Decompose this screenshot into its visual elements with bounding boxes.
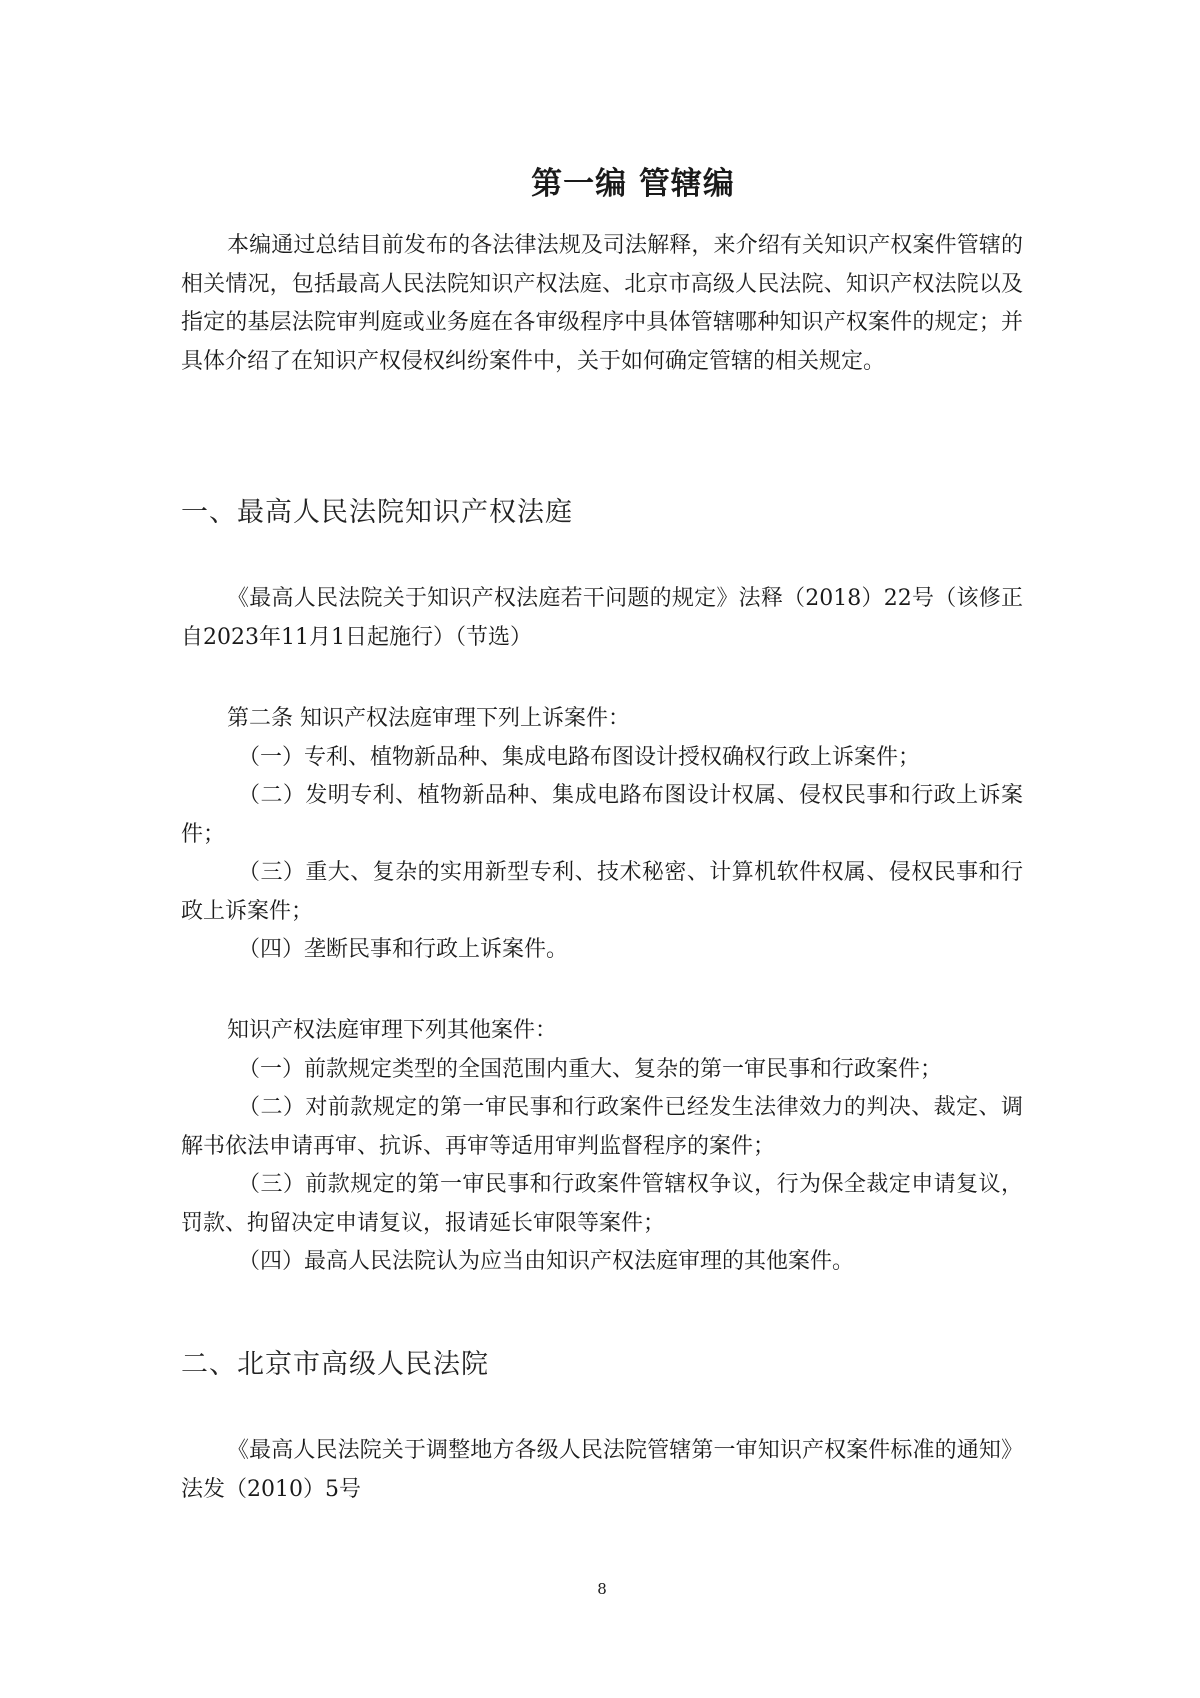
- article-lead: 第二条 知识产权法庭审理下列上诉案件：: [227, 706, 630, 731]
- list-item: （四）最高人民法院认为应当由知识产权法庭审理的其他案件。: [238, 1249, 855, 1274]
- section-heading-1: 一、最高人民法院知识产权法庭: [181, 497, 573, 528]
- page-title: 第一编 管辖编: [531, 166, 735, 202]
- section2-source: [181, 1432, 1023, 1509]
- source-citation: 《最高人民法院关于调整地方各级人民法院管辖第一审知识产权案件标准的通知》法发（2010）5号: [181, 1438, 1023, 1502]
- source-citation: 《最高人民法院关于知识产权法庭若干问题的规定》法释（2018）22号（该修正自2023年11月1日起施行）（节选）: [181, 586, 1023, 650]
- list-item: （四）垄断民事和行政上诉案件。: [238, 937, 569, 962]
- list-item: （二）对前款规定的第一审民事和行政案件已经发生法律效力的判决、裁定、调解书依法申请再审、抗诉、再审等适用审判监督程序的案件；: [181, 1095, 1023, 1159]
- list-item: （一）前款规定类型的全国范围内重大、复杂的第一审民事和行政案件；: [238, 1056, 943, 1082]
- list-item: （二）发明专利、植物新品种、集成电路布图设计权属、侵权民事和行政上诉案件；: [181, 783, 1023, 847]
- intro-paragraph: [181, 227, 1023, 381]
- list-item: （一）专利、植物新品种、集成电路布图设计授权确权行政上诉案件；: [238, 744, 921, 770]
- other-lead: 知识产权法庭审理下列其他案件：: [227, 1018, 558, 1043]
- section-heading-2: 二、北京市高级人民法院: [181, 1349, 489, 1380]
- article-2-block: [181, 700, 1023, 970]
- list-item: （三）重大、复杂的实用新型专利、技术秘密、计算机软件权属、侵权民事和行政上诉案件；: [181, 860, 1023, 924]
- list-item: （三）前款规定的第一审民事和行政案件管辖权争议，行为保全裁定申请复议，罚款、拘留决定申请复议，报请延长审限等案件；: [181, 1172, 1023, 1236]
- page-number: 8: [597, 1580, 607, 1598]
- intro-text: 本编通过总结目前发布的各法律法规及司法解释，来介绍有关知识产权案件管辖的相关情况，包括最高人民法院知识产权法庭、北京市高级人民法院、知识产权法院以及指定的基层法院审判庭或业务庭在各审级程序中具体管辖哪种知识产权案件的规定；并具体介绍了在知识产权侵权纠纷案件中，关于如何确定管辖的相关规定。: [181, 233, 1023, 374]
- other-cases-block: [181, 1012, 1023, 1282]
- section1-source: [181, 580, 1023, 657]
